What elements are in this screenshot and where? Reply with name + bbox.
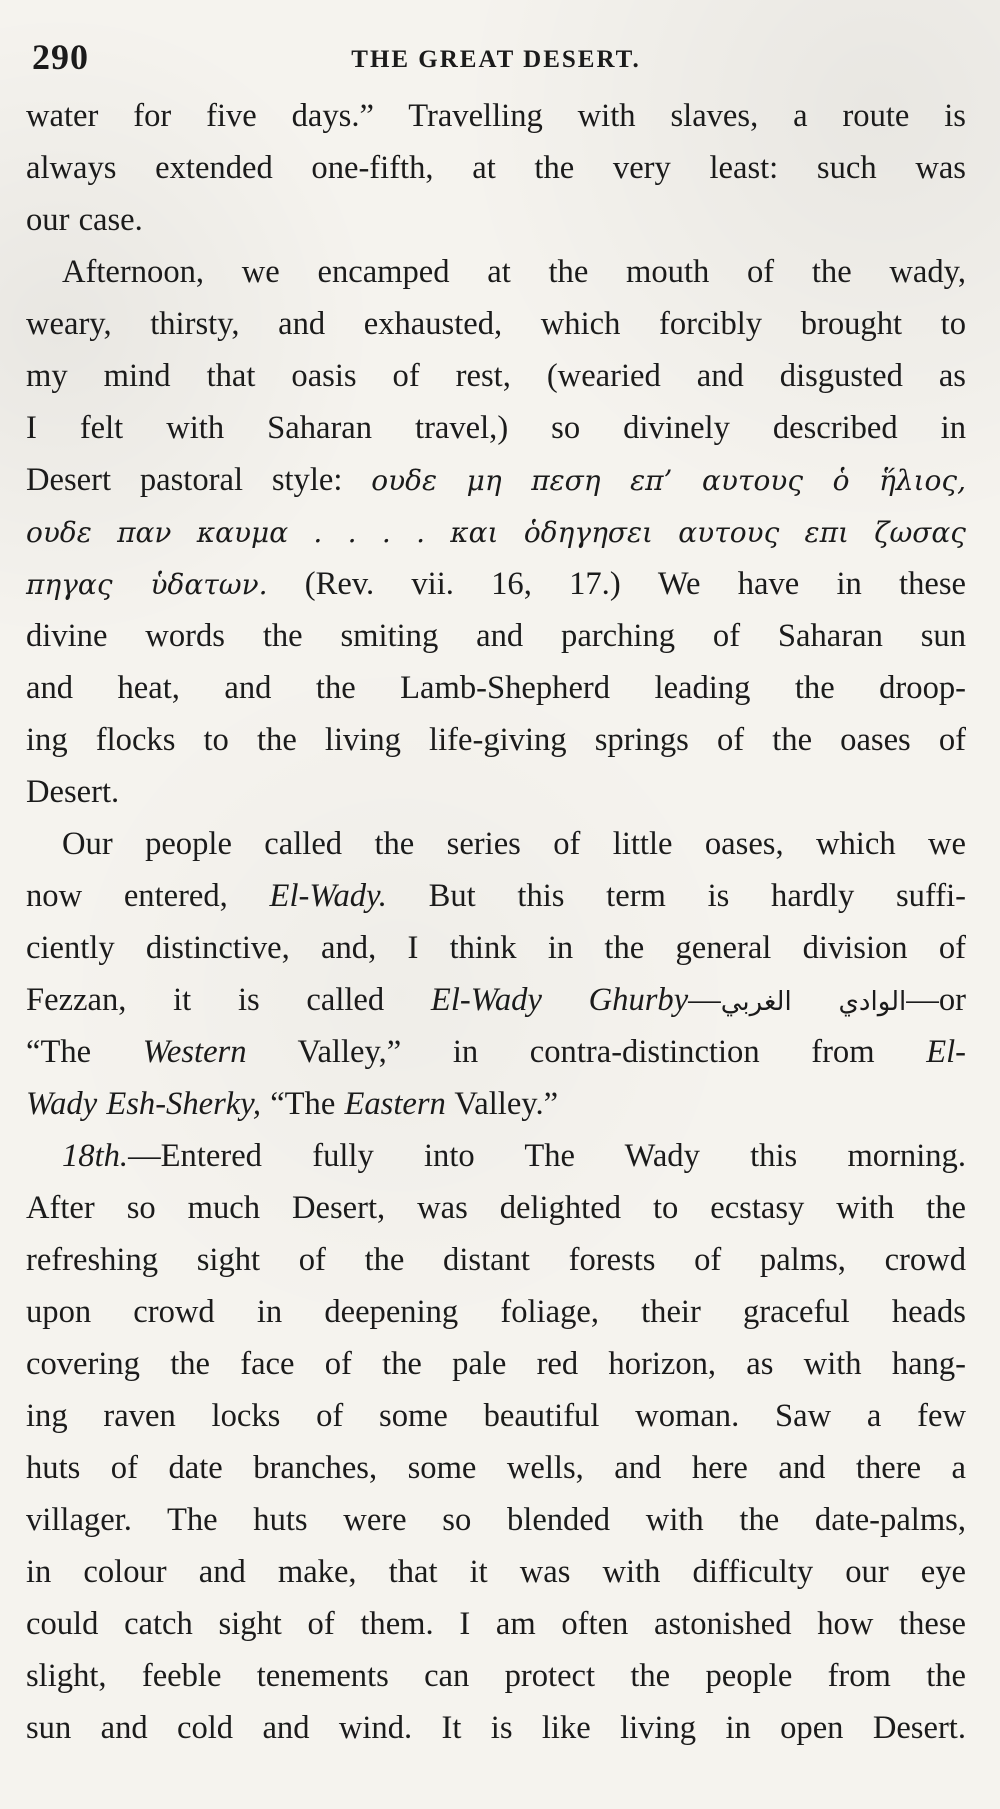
text-line: ing flocks to the living life-giving springs of the oases of [26, 722, 966, 758]
greek-quote: πηγας ὑδατων. [26, 568, 268, 601]
text-line: could catch sight of them. I am often astonished how these [26, 1606, 966, 1642]
text-line: in colour and make, that it was with difficulty our eye [26, 1554, 966, 1590]
text-line: Our people called the series of little oases, which we [62, 826, 966, 862]
body-text [26, 90, 966, 1754]
text-line: Desert. [26, 774, 120, 810]
text-line: my mind that oasis of rest, (wearied and disgusted as [26, 358, 966, 394]
text-line: water for five days.” Travelling with slaves, a route is [26, 98, 966, 134]
text-line: huts of date branches, some wells, and here and there a [26, 1450, 966, 1486]
arabic-text: الوادي الغربي [720, 987, 907, 1017]
text-line: Fezzan, it is called El-Wady Ghurby—الوادي الغربي—or [26, 982, 966, 1018]
text-line: 18th.—Entered fully into The Wady this morning. [62, 1138, 966, 1174]
text-line: Wady Esh-Sherky, “The Eastern Valley.” [26, 1086, 559, 1122]
text-line: covering the face of the pale red horizon, as with hang- [26, 1346, 966, 1382]
text-line: πηγας ὑδατων. (Rev. vii. 16, 17.) We have in these [26, 566, 966, 602]
text-line: After so much Desert, was delighted to ecstasy with the [26, 1190, 966, 1226]
text-line: sun and cold and wind. It is like living in open Desert. [26, 1710, 966, 1746]
text-line: ciently distinctive, and, I think in the general division of [26, 930, 966, 966]
text-line: our case. [26, 202, 143, 238]
text-line: weary, thirsty, and exhausted, which forcibly brought to [26, 306, 966, 342]
text-line: ing raven locks of some beautiful woman. Saw a few [26, 1398, 966, 1434]
running-head [26, 28, 966, 90]
text-line: Desert pastoral style: ουδε μη πεση επ’ αυτους ὁ ἥλιος, [26, 462, 966, 498]
text-line: upon crowd in deepening foliage, their graceful heads [26, 1294, 966, 1330]
text-line: I felt with Saharan travel,) so divinely described in [26, 410, 966, 446]
text-line: villager. The huts were so blended with the date-palms, [26, 1502, 966, 1538]
text-line: “The Western Valley,” in contra-distinction from El- [26, 1034, 966, 1070]
text-line [26, 506, 966, 558]
text-line: always extended one-fifth, at the very least: such was [26, 150, 966, 186]
text-line: slight, feeble tenements can protect the people from the [26, 1658, 966, 1694]
running-title: THE GREAT DESERT. [351, 46, 641, 73]
text-line: refreshing sight of the distant forests of palms, crowd [26, 1242, 966, 1278]
text-line: divine words the smiting and parching of Saharan sun [26, 618, 966, 654]
text-line: Afternoon, we encamped at the mouth of the wady, [62, 254, 966, 290]
greek-quote: ουδε μη πεση επ’ αυτους ὁ ἥλιος, [371, 464, 966, 497]
text-line: now entered, El-Wady. But this term is hardly suffi- [26, 878, 966, 914]
greek-quote: ουδε παν καυμα . . . . και ὁδηγησει αυτους επι ζωσας [26, 516, 966, 549]
text-line: and heat, and the Lamb-Shepherd leading the droop- [26, 670, 966, 706]
page-number: 290 [32, 37, 89, 77]
